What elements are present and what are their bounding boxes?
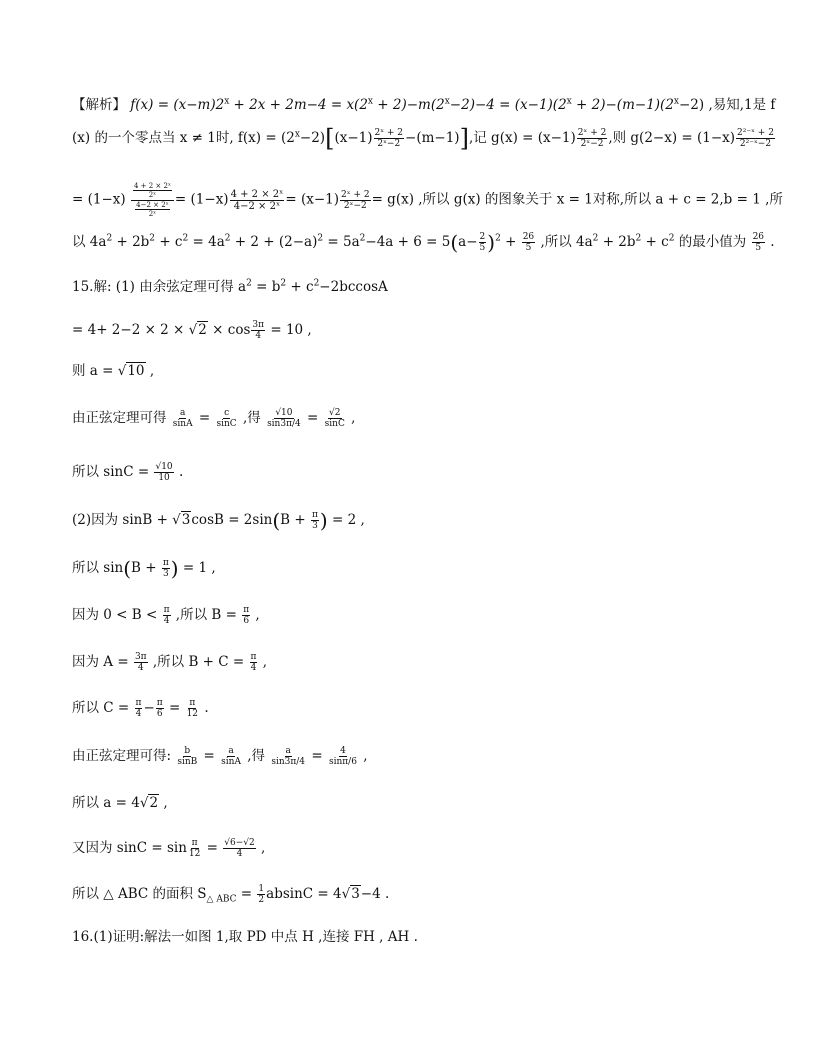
solution-line-3	[72, 182, 783, 218]
q15-line-14: 所以 △ ABC 的面积 $S_{\triangle ABC}$ = $\frac{1}{2}$ absinC = 4√3−4 .	[72, 884, 390, 905]
fraction: $\frac{\pi}{12}$	[188, 838, 201, 859]
fraction: $\frac{\pi}{6}$	[156, 698, 163, 719]
right-bracket: ]	[459, 124, 469, 153]
fraction: $\frac{b}{\sin B}$	[177, 746, 198, 767]
fraction: $\frac{a}{\sin A}$	[221, 746, 241, 767]
fraction: $\frac{a}{\sin 3\pi/4}$	[271, 746, 306, 767]
fraction: $\frac{\pi}{4}$	[135, 698, 142, 719]
text: (x) 的一个零点当 x ≠ 1时, f(x) = (2	[72, 130, 295, 146]
text: −(m−1)	[405, 130, 460, 146]
fraction: $\frac{√2}{\sin C}$	[324, 408, 345, 429]
sqrt: √2	[139, 795, 159, 811]
text: + 2)−m(2	[373, 97, 445, 113]
sqrt: √3	[172, 512, 191, 528]
text: x	[367, 96, 373, 107]
compound-fraction: $\frac{\frac{\text{4 + 2 × 2ˣ}}{\text{2ˣ}}}{\frac{\text{4−2 × 2ˣ}}{\text{2ˣ}}}$	[131, 182, 174, 218]
left-bracket: [	[325, 124, 335, 153]
solution-line-4: 以 $4a^2 + 2b^2 + c^2 = 4a^2 + 2 + (2-a)^2 = 5a^2-4a + 6 = 5(a-$ $\frac{2}{5}$ )$^2$ + $\frac{26}{5}$ ,所以 $4a^2 + 2b^2 + c^2$ 的最小值为 $\frac{26}{5}$ .	[72, 230, 775, 255]
fraction: $\frac{c}{\sin C}$	[216, 408, 237, 429]
fraction: $\frac{3\pi}{4}$	[252, 320, 265, 341]
solution-line-1	[72, 96, 776, 114]
text: = (1−x)	[174, 191, 229, 208]
fraction: $\frac{\text{2ˣ + 2}}{\text{2ˣ−2}}$	[341, 189, 370, 211]
text: x	[566, 96, 572, 107]
q16-heading: 16.(1)证明:解法一如图 1,取 PD 中点 H ,连接 FH , AH .	[72, 929, 418, 945]
fraction: $\frac{\text{2ˣ + 2}}{\text{2ˣ−2}}$	[374, 128, 404, 149]
text: −2)	[299, 130, 326, 146]
fraction: $\frac{\pi}{3}$	[311, 510, 318, 531]
sqrt: √10	[117, 363, 145, 379]
fraction: $\frac{a}{\sin A}$	[172, 408, 193, 429]
text: = g(x) ,所以 g(x) 的图象关于 x = 1对称,所以 a + c = 2,b = 1 ,所	[371, 191, 783, 208]
q15-line-2: = 4+ 2−2 × 2 × √2 × cos $\frac{3\pi}{4}$ = 10 ,	[72, 320, 312, 341]
solution-line-2	[72, 124, 774, 153]
q15-line-8: 因为 0 < B < $\frac{\pi}{4}$ ,所以 B = $\frac{\pi}{6}$ ,	[72, 605, 260, 626]
q15-line-12: 所以 a = 4√2 ,	[72, 795, 168, 811]
text: (x−1)	[334, 130, 373, 146]
text: + 2)−(m−1)(2	[571, 97, 674, 113]
text: + 2x + 2m−4 = x(2	[229, 97, 368, 113]
q15-line-7: 所以 sin(B + $\frac{\pi}{3}$ ) = 1 ,	[72, 556, 216, 581]
fraction: $\frac{√10}{\sin 3\pi/4}$	[267, 408, 301, 429]
sqrt: √2	[188, 322, 207, 338]
fraction: $\frac{26}{5}$	[522, 232, 535, 253]
q15-line-13: 又因为 sinC = sin $\frac{\pi}{12}$ = $\frac{√6-√2}{4}$ ,	[72, 838, 266, 859]
fraction: $\frac{26}{5}$	[752, 232, 765, 253]
fraction: $\frac{\text{2²⁻ˣ + 2}}{\text{2²⁻ˣ−2}}$	[737, 128, 774, 149]
q15-line-3: 则 a = √10 ,	[72, 363, 155, 379]
fraction: $\frac{√10}{10}$	[155, 462, 173, 483]
q15-line-9: 因为 A = $\frac{3\pi}{4}$ ,所以 B + C = $\frac{\pi}{4}$ ,	[72, 652, 268, 673]
q15-line-5: 所以 sinC = $\frac{√10}{10}$ .	[72, 462, 184, 483]
fraction: $\frac{\text{2ˣ + 2}}{\text{2ˣ−2}}$	[577, 128, 607, 149]
text: f(x) = (x−m)2	[126, 97, 225, 113]
text: −2) ,易知,1是 f	[678, 97, 776, 113]
q15-heading: 15.解: (1) 由余弦定理可得 $a^2 = b^2 + c^2-2bccosA$	[72, 278, 388, 295]
analysis-label: 【解析】	[72, 97, 126, 113]
fraction: $\frac{3\pi}{4}$	[134, 652, 147, 673]
fraction: $\frac{√6-√2}{4}$	[224, 838, 255, 859]
text: x	[673, 96, 679, 107]
text: x	[224, 96, 230, 107]
fraction: $\frac{\pi}{4}$	[163, 605, 170, 626]
fraction: $\frac{\pi}{6}$	[243, 605, 250, 626]
fraction: $\frac{\pi}{4}$	[250, 652, 257, 673]
q15-line-11: 由正弦定理可得: $\frac{b}{\sin B}$ = $\frac{a}{\sin A}$ ,得 $\frac{a}{\sin 3\pi/4}$ = $\frac{4}{\sin\pi/6}$ ,	[72, 746, 368, 767]
text: −2)−4 = (x−1)(2	[449, 97, 567, 113]
text: ,则 g(2−x) = (1−x)	[608, 130, 736, 146]
text: = (1−x)	[72, 191, 126, 208]
fraction: $\frac{\text{4 + 2 × 2ˣ}}{\text{4−2 × 2ˣ}}$	[230, 188, 284, 212]
sqrt: √3	[341, 886, 360, 902]
text: = (x−1)	[285, 191, 340, 208]
fraction: $\frac{4}{\sin\pi/6}$	[328, 746, 357, 767]
q15-line-4: 由正弦定理可得 $\frac{a}{\sin A}$ = $\frac{c}{\sin C}$ ,得 $\frac{√10}{\sin 3\pi/4}$ = $\frac{√2}{\sin C}$ ,	[72, 408, 356, 429]
fraction: $\frac{\pi}{12}$	[186, 698, 199, 719]
text: x	[444, 96, 450, 107]
fraction: $\frac{2}{5}$	[479, 232, 486, 253]
q15-line-10: 所以 C = $\frac{\pi}{4}$ − $\frac{\pi}{6}$ = $\frac{\pi}{12}$ .	[72, 698, 209, 719]
fraction: $\frac{1}{2}$	[258, 884, 265, 905]
text: x	[294, 129, 300, 140]
text: ,记 g(x) = (x−1)	[468, 130, 576, 146]
q15-line-6: (2)因为 sinB + √3cosB = 2sin(B + $\frac{\pi}{3}$ ) = 2 ,	[72, 508, 365, 533]
fraction: $\frac{\pi}{3}$	[162, 558, 169, 579]
